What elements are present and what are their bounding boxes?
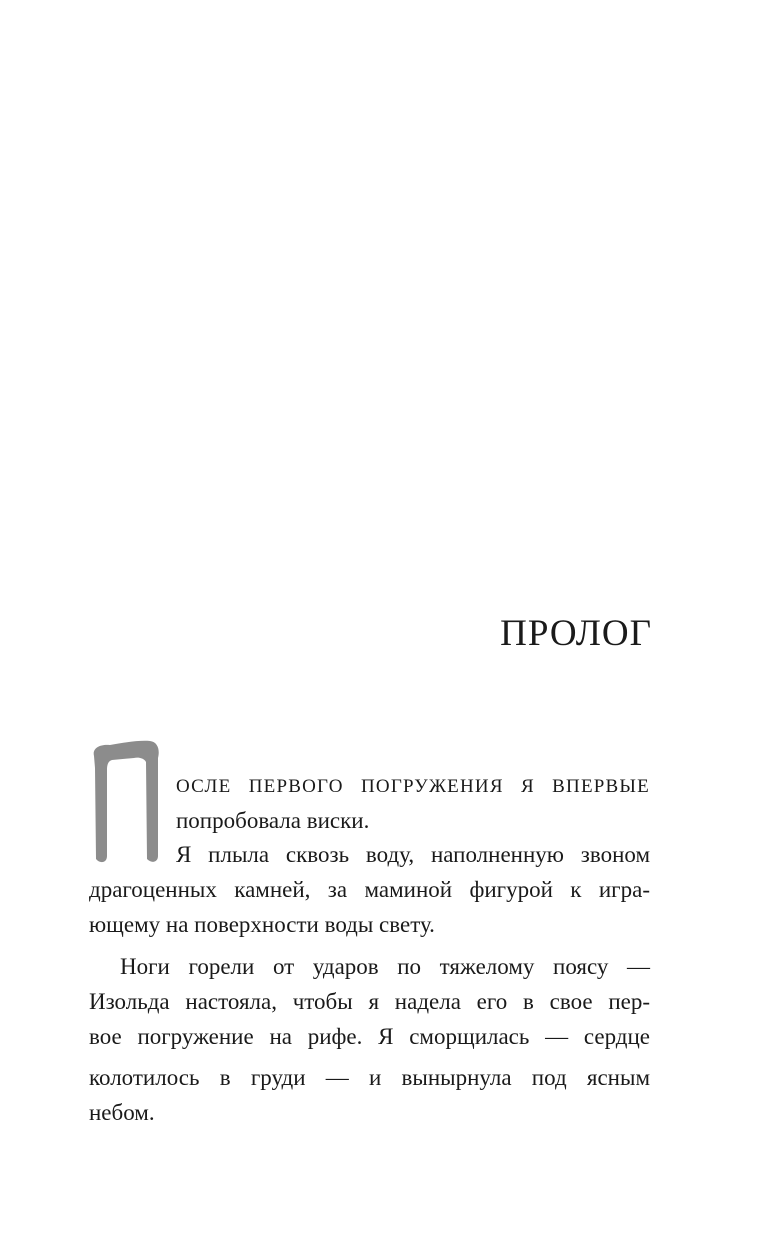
paragraph-1-line-3: Я плыла сквозь воду, наполненную звоном [176,842,650,867]
drop-cap-letter [88,738,160,866]
paragraph-1-line-1: ОСЛЕ ПЕРВОГО ПОГРУЖЕНИЯ Я ВПЕРВЫЕ [176,776,650,797]
paragraph-2-line-3: вое погружение на рифе. Я сморщилась — сердце [89,1024,650,1049]
paragraph-1-line-5: ющему на поверхности воды свету. [89,912,435,937]
chapter-title: ПРОЛОГ [500,613,652,654]
paragraph-2-line-5: небом. [89,1100,155,1125]
paragraph-2-line-1: Ноги горели от ударов по тяжелому поясу — [120,954,650,979]
paragraph-2-line-4: колотилось в груди — и вынырнула под ясным [89,1065,650,1090]
drop-cap-shape [94,741,159,862]
paragraph-1-line-2: попробовала виски. [176,808,370,833]
paragraph-1-line-4: драгоценных камней, за маминой фигурой к игра- [89,877,650,902]
paragraph-2-line-2: Изольда настояла, чтобы я надела его в свое пер- [89,989,650,1014]
